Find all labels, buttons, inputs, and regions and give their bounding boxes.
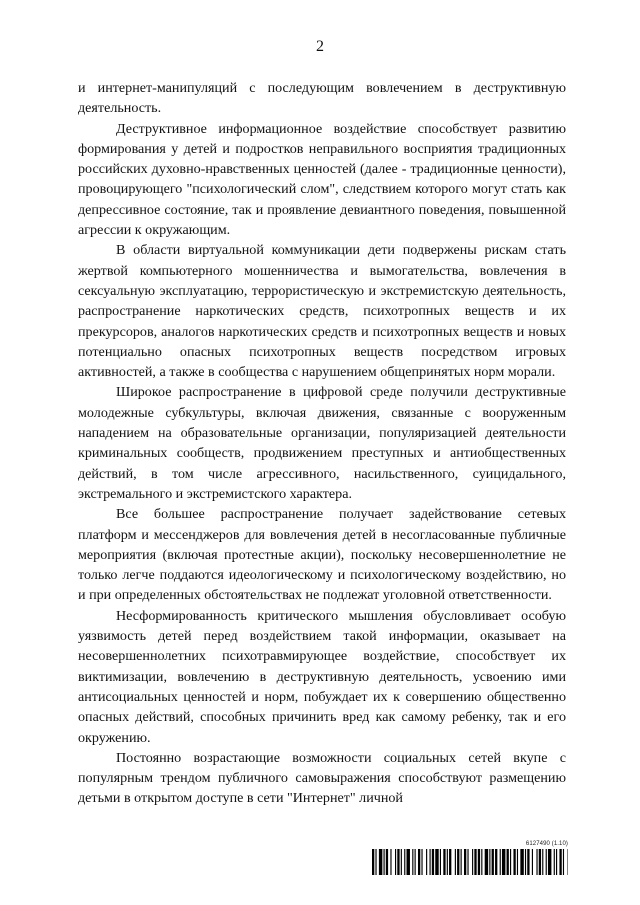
barcode-icon [372, 849, 568, 875]
document-body [78, 78, 566, 809]
paragraph: Несформированность критического мышления обусловливает особую уязвимость детей перед воздействием такой информации, оказывает на несовершеннолетних психотравмирующее воздействие, способствует их виктимизации, вовлечению в деструктивную деятельность, усвоению ими антисоциальных ценностей и норм, побуждает их к совершению общественно опасных действий, способных причинить вред как самому ребенку, так и его окружению. [78, 607, 566, 746]
paragraph-continuation: и интернет-манипуляций с последующим вовлечением в деструктивную деятельность. [78, 80, 566, 117]
page-number: 2 [316, 38, 324, 55]
paragraph: Постоянно возрастающие возможности социальных сетей вкупе с популярным трендом публичного самовыражения способствуют размещению детьми в открытом доступе в сети "Интернет" личной [78, 749, 566, 807]
paragraph: Все большее распространение получает задействование сетевых платформ и мессенджеров для вовлечения детей в несогласованные публичные мероприятия (включая протестные акции), поскольку несовершеннолетние не только легче поддаются идеологическому и психологическому воздействию, но и при определенных обстоятельствах не подлежат уголовной ответственности. [78, 506, 566, 604]
barcode-caption: 6127490 (1.10) [525, 841, 568, 847]
document-barcode-block [372, 841, 568, 875]
paragraph: В области виртуальной коммуникации дети подвержены рискам стать жертвой компьютерного мошенничества и вымогательства, вовлечения в сексуальную эксплуатацию, террористическую и экстремистскую деятельность, распространение наркотических средств, психотропных веществ и их прекурсоров, аналогов наркотических средств и психотропных веществ и новых потенциально опасных психотропных веществ посредством игровых активностей, а также в сообщества с нарушением общепринятых норм морали. [78, 242, 566, 381]
paragraph: Широкое распространение в цифровой среде получили деструктивные молодежные субкультуры, включая движения, связанные с вооруженным нападением на образовательные организации, популяризацией деятельности криминальных сообществ, продвижением преступных и антиобщественных действий, в том числе агрессивного, насильственного, суицидального, экстремального и экстремистского характера. [78, 384, 566, 502]
paragraph: Деструктивное информационное воздействие способствует развитию формирования у детей и подростков неправильного восприятия традиционных российских духовно-нравственных ценностей (далее - традиционные ценности), провоцирующего "психологический слом", следствием которого могут стать как депрессивное состояние, так и проявление девиантного поведения, повышенной агрессии к окружающим. [78, 120, 566, 239]
